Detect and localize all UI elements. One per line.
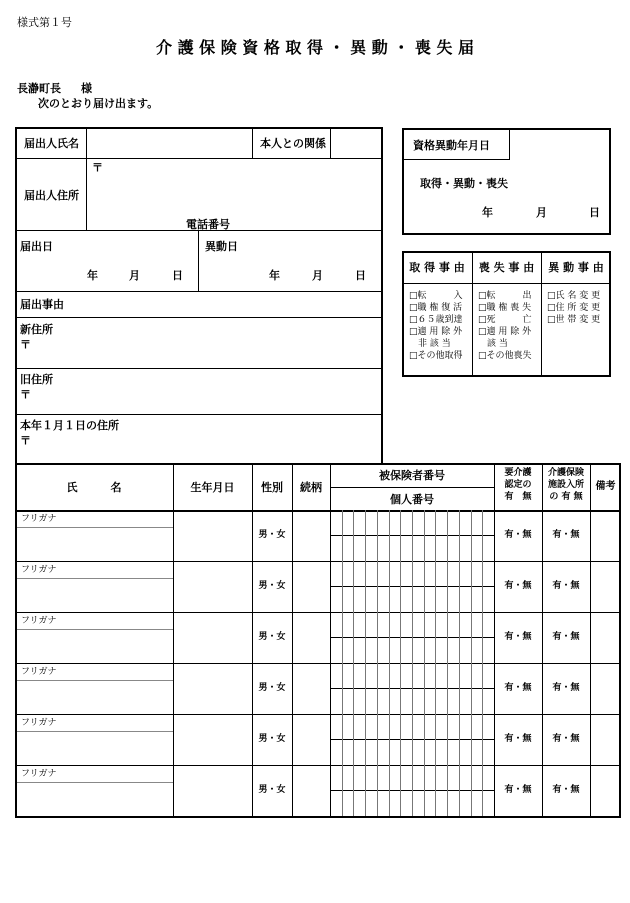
insured-number-field[interactable] bbox=[331, 562, 493, 585]
furigana-label: フリガナ bbox=[21, 667, 57, 677]
change-reason-option[interactable]: □住 所 変 更 bbox=[547, 303, 601, 313]
sex-select[interactable]: 男・女 bbox=[258, 785, 286, 795]
notifier-address-field[interactable] bbox=[88, 160, 380, 210]
insured-number-field[interactable] bbox=[331, 715, 493, 738]
acquire-reason-option[interactable]: □適 用 除 外 bbox=[409, 327, 463, 337]
loss-reason-option[interactable]: □職 権 喪 失 bbox=[478, 303, 532, 313]
notify-date-label: 届出日 bbox=[20, 240, 53, 253]
furigana-label: フリガナ bbox=[21, 718, 57, 728]
furigana-label: フリガナ bbox=[21, 769, 57, 779]
old-address-field[interactable] bbox=[34, 386, 380, 412]
notify-reason-field[interactable] bbox=[80, 293, 380, 315]
relation-field[interactable] bbox=[332, 130, 380, 156]
member-birthdate-field[interactable] bbox=[175, 614, 250, 660]
qualification-date-field[interactable] bbox=[410, 195, 606, 229]
phone-label: 電話番号 bbox=[186, 218, 230, 231]
facility-header-line: 施設入所 bbox=[547, 480, 584, 490]
addressee-honorific: 様 bbox=[81, 82, 92, 95]
qualification-date-day: 日 bbox=[589, 206, 600, 219]
notify-reason-label: 届出事由 bbox=[20, 298, 64, 311]
facility-select[interactable]: 有・無 bbox=[552, 683, 580, 693]
facility-select[interactable]: 有・無 bbox=[552, 785, 580, 795]
remarks-field[interactable] bbox=[592, 716, 618, 762]
care-cert-header-line: 有 無 bbox=[504, 492, 532, 502]
notify-date-field[interactable] bbox=[18, 256, 196, 289]
remarks-field[interactable] bbox=[592, 512, 618, 558]
facility-header-line: 介護保険 bbox=[547, 468, 584, 478]
insured-number-field[interactable] bbox=[331, 664, 493, 687]
care-cert-select[interactable]: 有・無 bbox=[504, 530, 532, 540]
loss-reason-option[interactable]: □死 亡 bbox=[478, 315, 532, 325]
change-reason-option[interactable]: □世 帯 変 更 bbox=[547, 315, 601, 325]
member-name-field[interactable] bbox=[17, 579, 171, 609]
notifier-name-field[interactable] bbox=[88, 130, 250, 156]
sex-select[interactable]: 男・女 bbox=[258, 734, 286, 744]
new-address-label: 新住所 bbox=[20, 323, 53, 336]
furigana-label: フリガナ bbox=[21, 514, 57, 524]
care-cert-select[interactable]: 有・無 bbox=[504, 632, 532, 642]
care-cert-select[interactable]: 有・無 bbox=[504, 785, 532, 795]
member-relation-field[interactable] bbox=[294, 767, 328, 813]
member-birthdate-field[interactable] bbox=[175, 563, 250, 609]
old-address-postal-mark: 〒 bbox=[20, 388, 31, 401]
member-relation-field[interactable] bbox=[294, 512, 328, 558]
jan1-address-label: 本年１月１日の住所 bbox=[20, 419, 119, 432]
care-cert-select[interactable]: 有・無 bbox=[504, 683, 532, 693]
loss-reason-header: 喪 失 事 由 bbox=[478, 261, 535, 274]
furigana-label: フリガナ bbox=[21, 616, 57, 626]
member-relation-field[interactable] bbox=[294, 614, 328, 660]
acquire-reason-option[interactable]: □６５歳到達 bbox=[409, 315, 463, 325]
sex-select[interactable]: 男・女 bbox=[258, 581, 286, 591]
member-name-field[interactable] bbox=[17, 528, 171, 558]
personal-number-header: 個人番号 bbox=[390, 493, 434, 506]
acquire-reason-header: 取 得 事 由 bbox=[409, 261, 465, 274]
new-address-field[interactable] bbox=[34, 336, 380, 366]
personal-number-field[interactable] bbox=[331, 536, 493, 559]
personal-number-field[interactable] bbox=[331, 638, 493, 661]
personal-number-field[interactable] bbox=[331, 587, 493, 610]
member-name-field[interactable] bbox=[17, 630, 171, 660]
relation-label: 本人との関係 bbox=[260, 137, 326, 150]
change-date-day: 日 bbox=[355, 269, 366, 282]
qualification-date-subtitle: 取得・異動・喪失 bbox=[420, 177, 508, 190]
notifier-address-label: 届出人住所 bbox=[24, 189, 79, 202]
postal-mark: 〒 bbox=[92, 161, 103, 174]
sex-select[interactable]: 男・女 bbox=[258, 683, 286, 693]
remarks-field[interactable] bbox=[592, 767, 618, 813]
facility-select[interactable]: 有・無 bbox=[552, 581, 580, 591]
care-cert-select[interactable]: 有・無 bbox=[504, 734, 532, 744]
page-title: 介 護 保 険 資 格 取 得 ・ 異 動 ・ 喪 失 届 bbox=[156, 38, 474, 57]
facility-select[interactable]: 有・無 bbox=[552, 530, 580, 540]
phone-field[interactable] bbox=[240, 214, 380, 229]
member-birthdate-field[interactable] bbox=[175, 767, 250, 813]
acquire-reason-option-cont: 非 該 当 bbox=[409, 339, 451, 349]
acquire-reason-option[interactable]: □転 入 bbox=[409, 291, 463, 301]
remarks-column-header: 備考 bbox=[595, 481, 616, 492]
insured-number-field[interactable] bbox=[331, 766, 493, 789]
new-address-postal-mark: 〒 bbox=[20, 338, 31, 351]
change-date-label: 異動日 bbox=[205, 240, 238, 253]
sex-column-header: 性別 bbox=[261, 481, 283, 494]
notify-date-year: 年 bbox=[87, 269, 98, 282]
sex-select[interactable]: 男・女 bbox=[258, 530, 286, 540]
care-cert-header-line: 認定の bbox=[504, 480, 532, 490]
member-name-field[interactable] bbox=[17, 681, 171, 711]
name-column-header: 氏 名 bbox=[66, 481, 122, 494]
insured-number-header: 被保険者番号 bbox=[379, 469, 445, 482]
personal-number-field[interactable] bbox=[331, 689, 493, 712]
relation-column-header: 続柄 bbox=[300, 481, 322, 494]
insured-number-field[interactable] bbox=[331, 511, 493, 534]
addressee: 長瀞町長 bbox=[17, 82, 61, 95]
loss-reason-option[interactable]: □適 用 除 外 bbox=[478, 327, 532, 337]
remarks-field[interactable] bbox=[592, 563, 618, 609]
acquire-reason-option[interactable]: □職 権 復 活 bbox=[409, 303, 463, 313]
change-reason-option[interactable]: □氏 名 変 更 bbox=[547, 291, 601, 301]
member-name-field[interactable] bbox=[17, 783, 171, 813]
change-reason-header: 異 動 事 由 bbox=[548, 261, 604, 274]
acquire-reason-option[interactable]: □その他取得 bbox=[409, 351, 463, 361]
member-relation-field[interactable] bbox=[294, 716, 328, 762]
notifier-name-label: 届出人氏名 bbox=[24, 137, 79, 150]
facility-select[interactable]: 有・無 bbox=[552, 632, 580, 642]
member-birthdate-field[interactable] bbox=[175, 665, 250, 711]
qualification-date-year: 年 bbox=[482, 206, 493, 219]
member-birthdate-field[interactable] bbox=[175, 716, 250, 762]
form-number: 様式第１号 bbox=[17, 16, 72, 29]
insured-number-field[interactable] bbox=[331, 613, 493, 636]
member-birthdate-field[interactable] bbox=[175, 512, 250, 558]
intro-text: 次のとおり届け出ます。 bbox=[38, 97, 159, 110]
change-date-year: 年 bbox=[269, 269, 280, 282]
care-cert-select[interactable]: 有・無 bbox=[504, 581, 532, 591]
change-date-field[interactable] bbox=[200, 256, 380, 289]
notify-date-month: 月 bbox=[129, 269, 140, 282]
qualification-date-title: 資格異動年月日 bbox=[413, 139, 490, 152]
jan1-address-postal-mark: 〒 bbox=[20, 434, 31, 447]
sex-select[interactable]: 男・女 bbox=[258, 632, 286, 642]
personal-number-field[interactable] bbox=[331, 791, 493, 814]
member-relation-field[interactable] bbox=[294, 563, 328, 609]
jan1-address-field[interactable] bbox=[34, 432, 380, 462]
loss-reason-option-cont: 該 当 bbox=[478, 339, 508, 349]
facility-header-line: の 有 無 bbox=[549, 492, 583, 502]
personal-number-field[interactable] bbox=[331, 740, 493, 763]
remarks-field[interactable] bbox=[592, 614, 618, 660]
furigana-label: フリガナ bbox=[21, 565, 57, 575]
qualification-date-month: 月 bbox=[536, 206, 547, 219]
member-name-field[interactable] bbox=[17, 732, 171, 762]
notify-date-day: 日 bbox=[172, 269, 183, 282]
member-relation-field[interactable] bbox=[294, 665, 328, 711]
facility-select[interactable]: 有・無 bbox=[552, 734, 580, 744]
change-date-month: 月 bbox=[312, 269, 323, 282]
birthdate-column-header: 生年月日 bbox=[190, 481, 235, 494]
old-address-label: 旧住所 bbox=[20, 373, 53, 386]
loss-reason-option[interactable]: □転 出 bbox=[478, 291, 532, 301]
loss-reason-option[interactable]: □その他喪失 bbox=[478, 351, 532, 361]
remarks-field[interactable] bbox=[592, 665, 618, 711]
care-cert-header-line: 要介護 bbox=[504, 468, 532, 478]
